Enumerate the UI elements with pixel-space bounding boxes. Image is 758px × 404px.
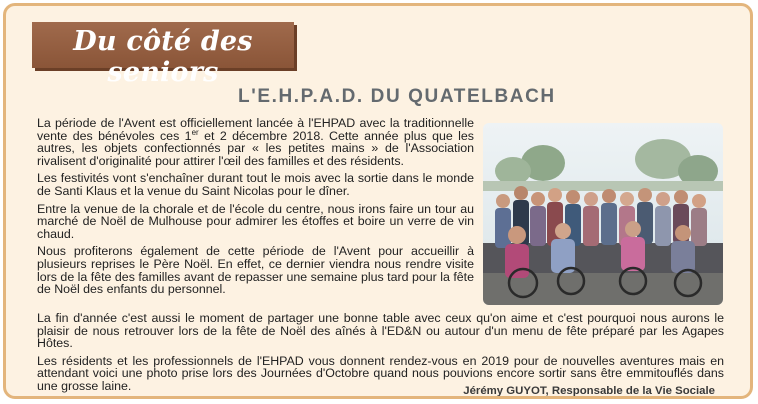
paragraph-1-text: La période de l'Avent est officiellement lancée à l'EHPAD avec la traditionnelle vente des bénévoles ces 1 [37, 116, 474, 143]
article-title: L'E.H.P.A.D. DU QUATELBACH [238, 86, 556, 107]
paragraph-3: Entre la venue de la chorale et de l'école du centre, nous irons faire un tour au marché de Noël de Mulhouse pour admirer les étoffes et boire un verre de vin chaud. [37, 201, 474, 241]
paragraph-5: La fin d'année c'est aussi le moment de partager une bonne table avec ceux qu'on aime et c'est pourquoi nous aurons le plaisir de nous retrouver lors de la fête de Noël des aînés à l'ED&N ou autour d'un menu de fête préparé par les Agapes Hôtes. [37, 311, 724, 351]
paragraph-2: Les festivités vont s'enchaîner durant tout le mois avec la sortie dans le monde de Santi Klaus et la venue du Saint Nicolas pour le dîner. [37, 171, 474, 198]
article-body [37, 117, 474, 301]
paragraph-4: Nous profiterons également de cette période de l'Avent pour accueillir à plusieurs reprises le Père Noël. En effet, ce dernier viendra nous rendre visite lors de la fête des familles avant de repasser une semaine plus tard pour la fête de Noël des enfants du personnel. [37, 244, 474, 297]
section-title: Du côté des seniors [73, 26, 253, 88]
paragraph-6: Les résidents et les professionnels de l'EHPAD vous donnent rendez-vous en 2019 pour de nouvelles aventures mais en attendant voici une photo prise lors des Journées d'Octobre quand nous pouvions encore sortir sans être emmitouflés dans une grosse laine. [37, 353, 724, 393]
newsletter-frame [3, 3, 753, 399]
paragraph-1-text-end: et 2 décembre 2018. Cette année plus que les autres, les objets confectionnés par « les petites mains » de l'Association rivalisent d'originalité pour attirer l'œil des familles et des résidents. [37, 128, 474, 168]
paragraph-1 [37, 117, 474, 167]
group-photo [483, 123, 723, 305]
group-photo-image [483, 123, 723, 305]
ordinal-suffix: er [191, 127, 199, 137]
section-banner [32, 22, 294, 88]
author-signature: Jérémy GUYOT, Responsable de la Vie Sociale [463, 385, 715, 397]
